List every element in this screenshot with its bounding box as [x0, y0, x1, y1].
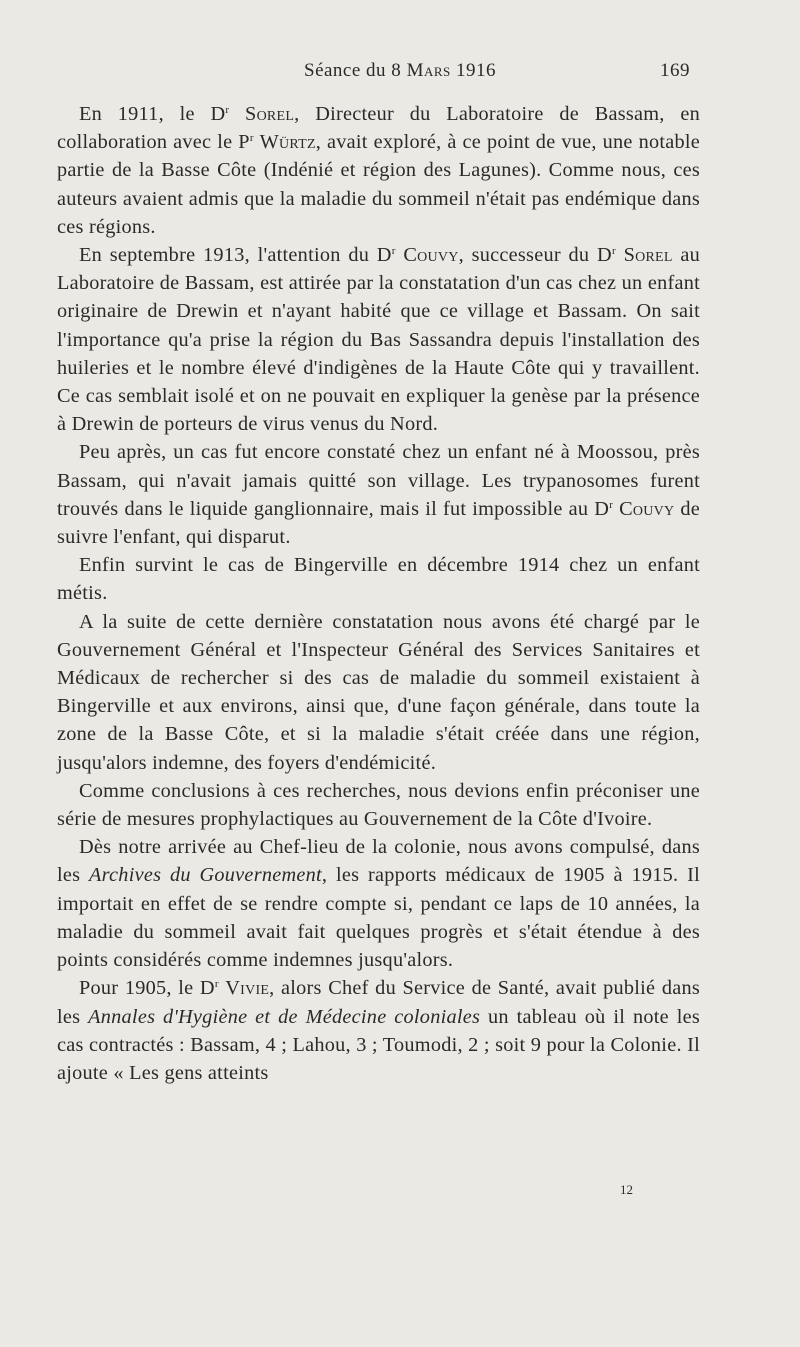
- author-name: Couvy: [403, 244, 459, 267]
- paragraph: [57, 974, 700, 1087]
- italic-title: Annales d'Hygiène et de Médecine coloniales: [88, 1005, 481, 1028]
- author-name: Sorel: [623, 244, 673, 267]
- signature-mark: 12: [620, 1182, 633, 1197]
- author-name: Couvy: [619, 497, 675, 520]
- text-run: un tableau où il note les cas contractés : Bassam, 4 ; Lahou, 3 ; Toumodi, 2 ; soit 9 pour la Colonie. Il ajoute « Les gens atteints: [57, 1005, 700, 1084]
- text-run: , les rapports médicaux de 1905 à 1915. Il importait en effet de se rendre compte si, pendant ce laps de 10 années, la maladie du sommeil avait fait quelques progrès et s'était étendue à des points considérés comme indemnes jusqu'alors.: [57, 864, 701, 972]
- text-run: A la suite de cette dernière constatation nous avons été chargé par le Gouvernement Général et l'Inspecteur Général des Services Sanitaires et Médicaux de rechercher si des cas de maladie du sommeil existaient à Bingerville et aux environs, ainsi que, d'une façon générale, dans toute la zone de la Basse Côte, et si la maladie s'était créée dans une région, jusqu'alors indemne, des foyers d'endémicité.: [57, 610, 700, 774]
- paragraph: [57, 100, 700, 241]
- text-run: au Laboratoire de Bassam, est attirée par la constatation d'un cas chez un enfant originaire de Drewin et n'ayant habité que ce village et Bassam. On sait l'importance qu'a prise la région du Bas Sassandra depuis l'installation des huileries et le nombre élevé d'indigènes de la Haute Côte qui y travaillent. Ce cas semblait isolé et on ne pouvait en expliquer la genèse par la présence à Drewin de porteurs de virus venus du Nord.: [57, 244, 701, 436]
- paragraph: [57, 777, 700, 833]
- author-name: Sorel: [245, 103, 295, 125]
- text-run: Enfin survint le cas de Bingerville en décembre 1914 chez un enfant métis.: [57, 554, 700, 605]
- text-run: Pour 1905, le D: [79, 977, 215, 1000]
- text-run: Comme conclusions à ces recherches, nous devions enfin préconiser une série de mesures prophylactiques au Gouvernement de la Côte d'Ivoire.: [57, 779, 700, 831]
- paragraph: [57, 833, 700, 974]
- text-run: , avait exploré, à ce point de vue, une notable partie de la Basse Côte (Indénié et région des Lagunes). Comme nous, ces auteurs avaient admis que la maladie du sommeil n'était pas endémique dans ces régions.: [57, 131, 701, 238]
- running-title-year: 1916: [450, 60, 496, 81]
- superscript: r: [391, 245, 396, 258]
- paragraph: [57, 551, 700, 607]
- text-run: En 1911, le D: [79, 103, 226, 125]
- paragraph: [57, 438, 700, 551]
- text-run: de suivre l'enfant, qui disparut.: [57, 497, 700, 549]
- text-run: Peu après, un cas fut encore constaté chez un enfant né à Moossou, près Bassam, qui n'avait jamais quitté son village. Les trypanosomes furent trouvés dans le liquide ganglionnaire, mais il fut impossible au D: [57, 441, 700, 520]
- page-number: 169: [660, 60, 690, 81]
- superscript: r: [225, 104, 230, 116]
- body-text: [57, 100, 700, 1087]
- author-name: Würtz: [259, 131, 316, 154]
- running-title-month: Mars: [406, 60, 451, 81]
- superscript: r: [249, 132, 254, 145]
- paragraph: [57, 608, 700, 777]
- superscript: r: [214, 978, 219, 991]
- superscript: r: [609, 498, 614, 511]
- text-run: [229, 103, 245, 125]
- paragraph: [57, 241, 700, 438]
- running-header: [0, 56, 800, 86]
- italic-title: Archives du Gouvernement: [89, 864, 322, 887]
- text-run: Dès notre arrivée au Chef-lieu de la colonie, nous avons compulsé, dans les: [57, 836, 700, 887]
- running-title-text: Séance du 8: [304, 60, 407, 81]
- text-run: [616, 244, 624, 266]
- superscript: r: [611, 245, 616, 258]
- text-run: , successeur du D: [458, 244, 612, 267]
- text-run: , Directeur du Laboratoire de Bassam, en collaboration avec le P: [57, 103, 700, 154]
- text-run: En septembre 1913, l'attention du D: [79, 244, 392, 267]
- author-name: Vivie: [225, 977, 270, 1000]
- text-run: , alors Chef du Service de Santé, avait publié dans les: [57, 977, 700, 1028]
